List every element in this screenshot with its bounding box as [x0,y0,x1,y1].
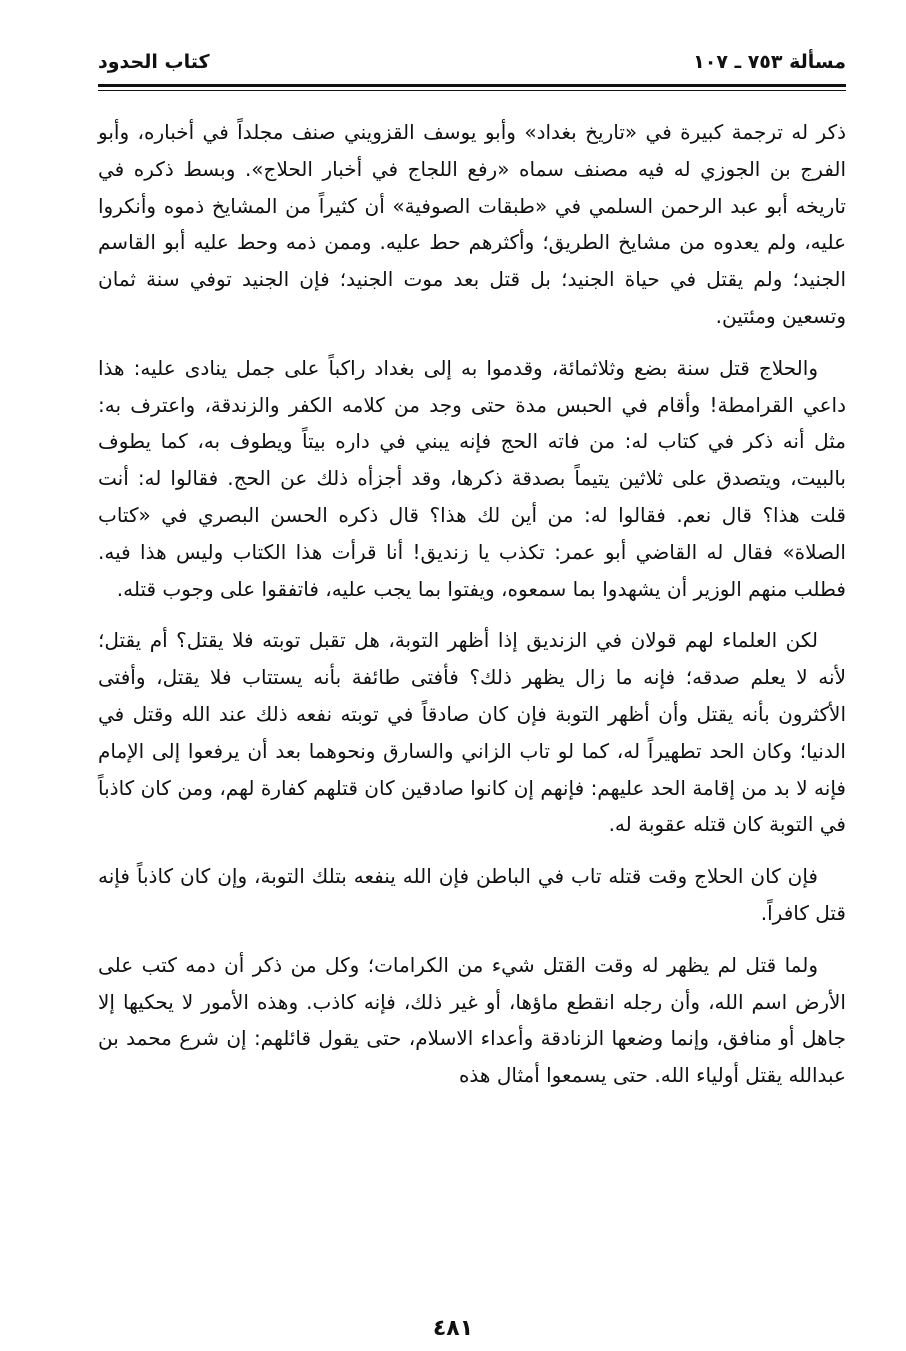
header-issue-number: مسألة ٧٥٣ ـ ١٠٧ [693,51,846,73]
running-header [98,44,846,80]
paragraph-2: والحلاج قتل سنة بضع وثلاثمائة، وقدموا به إلى بغداد راكباً على جمل ينادى عليه: هذا داعي القرامطة! وأقام في الحبس مدة حتى وجد من كلامه الكفر والزندقة، واعترف به: مثل أنه ذكر في كتاب له: من فاته الحج فإنه يبني في داره بيتاً ويطوف به، كما يطوف بالبيت، ويتصدق على ثلاثين يتيماً بصدقة ذكرها، وقد أجزأه ذلك عن الحج. فقالوا له: أنت قلت هذا؟ قال نعم. فقالوا له: من أين لك هذا؟ قال ذكره الحسن البصري في «كتاب الصلاة» فقال له القاضي أبو عمر: تكذب يا زنديق! أنا قرأت هذا الكتاب وليس هذا فيه. فطلب منهم الوزير أن يشهدوا بما سمعوه، ويفتوا بما يجب عليه، فاتفقوا على وجوب قتله. [98,355,846,601]
header-rule [98,84,846,87]
paragraph-4: فإن كان الحلاج وقت قتله تاب في الباطن فإن الله ينفعه بتلك التوبة، وإن كان كاذباً فإنه قتل كافراً. [98,864,846,925]
main-text [98,114,846,1109]
paragraph-3: لكن العلماء لهم قولان في الزنديق إذا أظهر التوبة، هل تقبل توبته فلا يقتل؟ أم يقتل؛ لأنه لا يعلم صدقه؛ فإنه ما زال يظهر ذلك؟ فأفتى طائفة بأنه يستتاب فلا يقتل، وأفتى الأكثرون بأنه يقتل وأن أظهر التوبة فإن كان صادقاً في توبته نفعه ذلك عند الله وقتل في الدنيا؛ وكان الحد تطهيراً له، كما لو تاب الزاني والسارق ونحوهما بعد أن يرفعوا إلى الإمام فإنه لا بد من إقامة الحد عليهم: فإنهم إن كانوا صادقين كان قتلهم كفارة لهم، ومن كان كاذباً في التوبة كان قتله عقوبة له. [98,628,846,837]
page-number: ٤٨١ [432,1316,474,1341]
paragraph-1: ذكر له ترجمة كبيرة في «تاريخ بغداد» وأبو يوسف القزويني صنف مجلداً في أخباره، وأبو الفرج بن الجوزي له فيه مصنف سماه «رفع اللجاج في أخبار الحلاج». وبسط ذكره في تاريخه أبو عبد الرحمن السلمي في «طبقات الصوفية» أن كثيراً من المشايخ ذموه وأنكروا عليه، ولم يعدوه من مشايخ الطريق؛ وأكثرهم حط عليه. وممن ذمه وحط عليه أبو القاسم الجنيد؛ ولم يقتل في حياة الجنيد؛ بل قتل بعد موت الجنيد؛ فإن الجنيد توفي سنة ثمان وتسعين ومئتين. [98,120,846,328]
paragraph-5: ولما قتل لم يظهر له وقت القتل شيء من الكرامات؛ وكل من ذكر أن دمه كتب على الأرض اسم الله، وأن رجله انقطع ماؤها، أو غير ذلك، فإنه كاذب. وهذه الأمور لا يحكيها إلا جاهل أو منافق، وإنما وضعها الزنادقة وأعداء الاسلام، حتى يقول قائلهم: إن شرع محمد بن عبدالله يقتل أولياء الله. حتى يسمعوا أمثال هذه [98,952,846,1088]
header-book-title: كتاب الحدود [98,51,210,73]
header-rule-thin [98,90,846,91]
